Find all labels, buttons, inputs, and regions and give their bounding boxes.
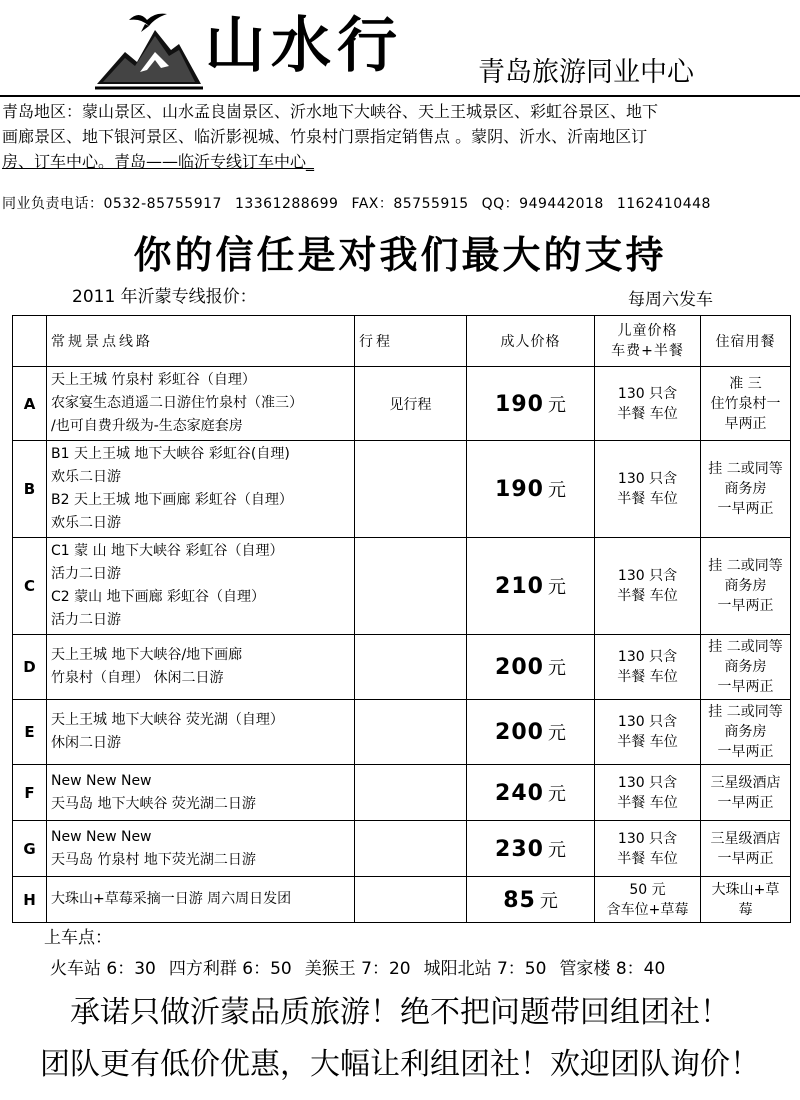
row-code: D <box>13 635 47 700</box>
child-price-line: 130 只含 <box>617 714 678 730</box>
child-price-cell <box>595 700 701 765</box>
price-unit: 元 <box>539 890 558 912</box>
route-line: New New New <box>51 772 152 789</box>
adult-price-value: 240 <box>495 780 544 806</box>
adult-price-cell <box>467 821 595 877</box>
route-line: 天上王城 地下大峡谷/地下画廊 <box>51 647 243 663</box>
route-line: New New New <box>51 828 152 845</box>
price-unit: 元 <box>547 783 566 805</box>
lodging-line: 住竹泉村一 <box>710 395 781 412</box>
row-code: E <box>13 700 47 765</box>
route-line: 欢乐二日游 <box>51 469 121 485</box>
route-line: C2 蒙山 地下画廊 彩虹谷（自理） <box>51 589 266 605</box>
route-line: 休闲二日游 <box>51 735 121 751</box>
page-header <box>0 0 800 98</box>
logo-text: 山水行 <box>205 11 403 81</box>
lodging-cell <box>701 441 791 538</box>
itinerary-cell: 见行程 <box>355 367 467 441</box>
route-line: 大珠山+草莓采摘一日游 周六周日发团 <box>51 891 292 907</box>
route-cell <box>47 700 355 765</box>
route-cell <box>47 635 355 700</box>
table-row <box>13 635 791 700</box>
header-adult-price: 成人价格 <box>467 316 595 367</box>
child-price-line: 半餐 车位 <box>617 794 678 811</box>
adult-price-value: 190 <box>495 391 544 417</box>
table-row <box>13 821 791 877</box>
itinerary-cell <box>355 635 467 700</box>
phone-number: 0532-85755917 <box>103 196 222 212</box>
child-price-line: 50 元 <box>629 881 666 898</box>
promise-line: 承诺只做沂蒙品质旅游！绝不把问题带回组团社！ <box>70 995 730 1030</box>
child-price-line: 130 只含 <box>617 774 678 791</box>
table-row <box>13 367 791 441</box>
itinerary-cell <box>355 441 467 538</box>
lodging-line: 准 三 <box>729 375 762 392</box>
route-cell <box>47 367 355 441</box>
fax-number: FAX：85755915 <box>351 196 469 212</box>
header-lodging: 住宿用餐 <box>701 316 791 367</box>
header-itinerary: 行程 <box>355 316 467 367</box>
adult-price-value: 210 <box>495 574 544 599</box>
adult-price-cell <box>467 877 595 923</box>
child-price-cell <box>595 367 701 441</box>
row-code: A <box>13 367 47 441</box>
route-line: 天马岛 地下大峡谷 荧光湖二日游 <box>51 795 256 812</box>
lodging-cell <box>701 821 791 877</box>
lodging-line: 商务房 <box>724 724 767 740</box>
child-price-line: 半餐 车位 <box>617 734 678 750</box>
lodging-line: 一早两正 <box>717 598 774 614</box>
lodging-line: 一早两正 <box>717 850 774 867</box>
table-row <box>13 877 791 923</box>
child-price-cell <box>595 441 701 538</box>
boarding-stop: 火车站 6：30 <box>50 959 156 979</box>
adult-price-value: 85 <box>503 887 536 913</box>
boarding-stop: 管家楼 8：40 <box>559 959 666 979</box>
intro-line: 青岛地区：蒙山景区、山水孟良崮景区、沂水地下大峡谷、天上王城景区、彩虹谷景区、地下 <box>2 102 659 121</box>
route-line: 天马岛 竹泉村 地下荧光湖二日游 <box>51 851 256 868</box>
lodging-line: 一早两正 <box>717 501 774 517</box>
contact-info <box>2 193 800 215</box>
itinerary-cell <box>355 700 467 765</box>
adult-price-cell <box>467 700 595 765</box>
route-line: 竹泉村（自理） 休闲二日游 <box>51 670 224 686</box>
route-cell <box>47 877 355 923</box>
row-code: H <box>13 877 47 923</box>
lodging-cell <box>701 877 791 923</box>
table-header-row <box>13 316 791 367</box>
lodging-cell <box>701 635 791 700</box>
lodging-cell <box>701 367 791 441</box>
child-price-cell <box>595 635 701 700</box>
child-price-line: 130 只含 <box>617 471 678 487</box>
lodging-line: 商务房 <box>724 481 767 497</box>
route-cell <box>47 441 355 538</box>
child-price-line: 半餐 车位 <box>617 850 678 867</box>
lodging-line: 三星级酒店 <box>710 774 781 791</box>
header-route: 常规景点线路 <box>47 316 355 367</box>
row-code: B <box>13 441 47 538</box>
lodging-cell <box>701 765 791 821</box>
price-unit: 元 <box>547 658 566 679</box>
itinerary-cell <box>355 765 467 821</box>
table-row <box>13 441 791 538</box>
route-line: B2 天上王城 地下画廊 彩虹谷（自理） <box>51 492 293 508</box>
row-code: F <box>13 765 47 821</box>
lodging-cell <box>701 538 791 635</box>
intro-paragraph <box>2 99 800 174</box>
price-unit: 元 <box>547 723 566 744</box>
header-child-line: 儿童价格 <box>617 323 678 339</box>
intro-line: 画廊景区、地下银河景区、临沂影视城、竹泉村门票指定销售点 。蒙阴、沂水、沂南地区订 <box>2 127 648 146</box>
route-line: B1 天上王城 地下大峡谷 彩虹谷(自理) <box>51 446 290 462</box>
boarding-stop: 四方利群 6：50 <box>168 959 292 979</box>
route-line: /也可自费升级为-生态家庭套房 <box>51 418 243 434</box>
child-price-cell <box>595 765 701 821</box>
route-cell <box>47 538 355 635</box>
adult-price-value: 190 <box>495 477 544 502</box>
adult-price-value: 230 <box>495 836 544 862</box>
adult-price-cell <box>467 441 595 538</box>
mobile-number: 13361288699 <box>234 196 339 212</box>
route-line: 天上王城 地下大峡谷 荧光湖（自理） <box>51 712 284 728</box>
adult-price-cell <box>467 538 595 635</box>
organization-name: 青岛旅游同业中心 <box>478 57 694 88</box>
child-price-line: 半餐 车位 <box>617 669 678 685</box>
lodging-line: 一早两正 <box>717 794 774 811</box>
route-line: 天上王城 竹泉村 彩虹谷（自理） <box>51 372 256 388</box>
adult-price-value: 200 <box>495 720 544 745</box>
route-line: 农家宴生态逍遥二日游住竹泉村（准三） <box>51 395 303 411</box>
child-price-line: 半餐 车位 <box>617 491 678 507</box>
child-price-line: 130 只含 <box>617 385 678 402</box>
lodging-line: 挂 二或同等 <box>708 639 783 655</box>
boarding-stop: 美猴王 7：20 <box>304 959 411 979</box>
child-price-cell <box>595 877 701 923</box>
route-cell <box>47 765 355 821</box>
route-cell <box>47 821 355 877</box>
lodging-line: 一早两正 <box>717 744 774 760</box>
boarding-points-title: 上车点： <box>44 928 112 948</box>
row-code: C <box>13 538 47 635</box>
header-code <box>13 316 47 367</box>
lodging-line: 一早两正 <box>717 679 774 695</box>
child-price-cell <box>595 821 701 877</box>
child-price-line: 半餐 车位 <box>617 588 678 604</box>
child-price-line: 半餐 车位 <box>617 405 678 422</box>
lodging-line: 挂 二或同等 <box>708 558 783 574</box>
departure-schedule: 每周六发车 <box>628 290 713 310</box>
adult-price-cell <box>467 367 595 441</box>
price-list-title: 2011 年沂蒙专线报价： <box>72 287 257 307</box>
price-unit: 元 <box>547 839 566 861</box>
lodging-line: 挂 二或同等 <box>708 461 783 477</box>
boarding-stop: 城阳北站 7：50 <box>423 959 547 979</box>
lodging-cell <box>701 700 791 765</box>
table-row <box>13 538 791 635</box>
intro-line: 房、订车中心。青岛——临沂专线订车中心_ <box>2 152 315 171</box>
table-row <box>13 700 791 765</box>
lodging-line: 大珠山+草莓 <box>711 881 780 918</box>
child-price-line: 130 只含 <box>617 830 678 847</box>
promise-line: 团队更有低价优惠，大幅让利组团社！欢迎团队询价！ <box>40 1047 760 1082</box>
header-child-price <box>595 316 701 367</box>
child-price-line: 130 只含 <box>617 568 678 584</box>
route-line: 欢乐二日游 <box>51 515 121 531</box>
price-unit: 元 <box>547 480 566 501</box>
header-divider <box>0 95 800 97</box>
lodging-line: 早两正 <box>724 415 767 432</box>
header-child-line: 车费+半餐 <box>611 343 684 359</box>
slogan-heading: 你的信任是对我们最大的支持 <box>133 233 667 277</box>
qq-number: QQ：949442018 <box>481 196 604 212</box>
adult-price-cell <box>467 765 595 821</box>
lodging-line: 三星级酒店 <box>710 830 781 847</box>
contact-label: 同业负责电话： <box>2 196 104 212</box>
route-line: 活力二日游 <box>51 566 121 582</box>
adult-price-cell <box>467 635 595 700</box>
price-table <box>12 315 791 923</box>
table-row <box>13 765 791 821</box>
mountain-swallow-logo-icon <box>95 6 205 91</box>
lodging-line: 商务房 <box>724 578 767 594</box>
itinerary-cell <box>355 821 467 877</box>
child-price-line: 130 只含 <box>617 649 678 665</box>
row-code: G <box>13 821 47 877</box>
route-line: 活力二日游 <box>51 612 121 628</box>
price-unit: 元 <box>547 577 566 598</box>
adult-price-value: 200 <box>495 655 544 680</box>
itinerary-cell <box>355 877 467 923</box>
route-line: C1 蒙 山 地下大峡谷 彩虹谷（自理） <box>51 543 284 559</box>
boarding-points <box>50 957 790 981</box>
lodging-line: 商务房 <box>724 659 767 675</box>
lodging-line: 挂 二或同等 <box>708 704 783 720</box>
child-price-cell <box>595 538 701 635</box>
extra-number: 1162410448 <box>616 196 711 212</box>
itinerary-cell <box>355 538 467 635</box>
child-price-line: 含车位+草莓 <box>606 901 689 918</box>
price-unit: 元 <box>547 394 566 416</box>
